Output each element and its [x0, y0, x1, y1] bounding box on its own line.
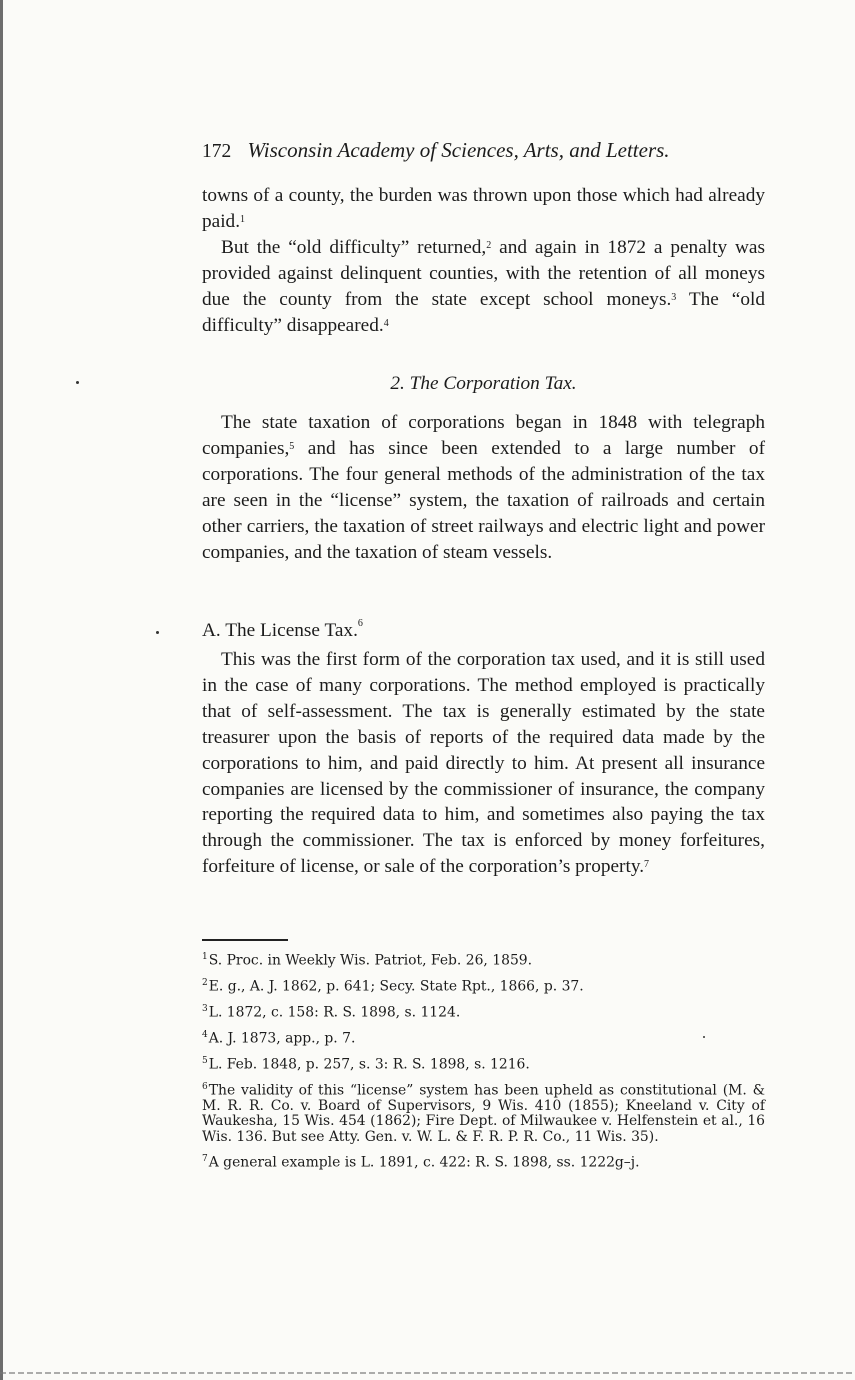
footnote-text: E. g., A. J. 1862, p. 641; Secy. State Rpt., 1866, p. 37. [208, 978, 584, 995]
footnote [202, 1002, 765, 1021]
footnote-text: The validity of this “license” system has been upheld as constitutional (M. & M. R. R. Co. v. Board of Supervisors, 9 Wis. 410 (1855); Kneeland v. City of Waukesha, 15 Wis. 454 (1862); Fire Dept. of Milwaukee v. Helfenstein et al., 16 Wis. 136. But see Atty. Gen. v. W. L. & F. R. P. R. Co., 11 Wis. 35). [202, 1082, 765, 1145]
footnote-marker: 6 [357, 618, 363, 629]
paragraph [202, 183, 765, 235]
text-run: The state taxation of corporations began in 1848 with telegraph companies, [202, 412, 765, 459]
running-header [202, 138, 762, 163]
page-number: 172 [202, 141, 232, 162]
footnote-marker: 7 [644, 859, 650, 871]
text-run: But the “old difficulty” returned, [221, 236, 487, 258]
section-heading: 2. The Corporation Tax. [390, 373, 577, 394]
footnote-number: 3 [202, 1003, 208, 1014]
footnote-rule [202, 939, 288, 941]
footnote [202, 1054, 765, 1073]
subsection-heading [202, 620, 363, 642]
text-run: towns of a county, the burden was thrown upon those which had already paid. [202, 185, 765, 232]
paragraph [202, 235, 765, 339]
footnote-text: S. Proc. in Weekly Wis. Patriot, Feb. 26, 1859. [208, 952, 533, 969]
paragraph [202, 647, 765, 880]
scan-edge-bottom [0, 1372, 855, 1374]
footnote [202, 1028, 765, 1047]
footnote [202, 1152, 765, 1171]
footnote-number: 1 [202, 952, 208, 962]
section-text [202, 410, 765, 565]
journal-title: Wisconsin Academy of Sciences, Arts, and Letters. [247, 138, 670, 162]
footnote-number: 7 [202, 1154, 208, 1165]
footnote-text: L. Feb. 1848, p. 257, s. 3: R. S. 1898, s. 1216. [208, 1056, 530, 1073]
paragraph [202, 410, 765, 565]
footnotes [202, 950, 765, 1178]
text-run: The “old difficulty” disappeared. [202, 288, 765, 336]
footnote-number: 2 [202, 977, 208, 988]
footnote-marker: 5 [289, 440, 295, 452]
footnote-number: 4 [202, 1029, 208, 1040]
scan-edge [0, 0, 3, 1380]
text-run: This was the first form of the corporation tax used, and it is still used in the case of many corporations. The method employed is practically that of self-assessment. The tax is generally estimated by the state treasurer upon the basis of reports of the required data made by the corporations to him, and paid directly to him. At present all insurance companies are licensed by the commissioner of insurance, the company reporting the required data to him, and sometimes also paying the tax through the commissioner. The tax is enforced by money forfeitures, forfeiture of license, or sale of the corporation’s property. [202, 649, 765, 878]
footnote-marker: 4 [383, 317, 389, 329]
footnote-marker: 2 [486, 239, 492, 251]
footnote-number: 5 [202, 1055, 208, 1066]
subsection-text [202, 647, 765, 880]
text-run: and has since been extended to a large number of corporations. The four general methods of the administration of the tax are seen in the “license” system, the taxation of railroads and certain other carriers, the taxation of street railways and electric light and power companies, and the taxation of steam vessels. [202, 437, 765, 563]
text-run: and again in 1872 a penalty was provided against delinquent counties, with the retention of all moneys due the county from the state except school moneys. [202, 236, 765, 310]
footnote-text: A general example is L. 1891, c. 422: R. S. 1898, ss. 1222g–j. [208, 1154, 640, 1171]
scan-speck [156, 631, 159, 634]
footnote-text: L. 1872, c. 158: R. S. 1898, s. 1124. [208, 1004, 461, 1021]
footnote [202, 950, 765, 969]
footnote [202, 976, 765, 995]
intro-text [202, 183, 765, 338]
footnote-marker: 3 [671, 291, 677, 303]
footnote-number: 6 [202, 1081, 208, 1092]
scan-speck [76, 381, 79, 384]
text-run: A. The License Tax. [202, 620, 358, 641]
footnote-text: A. J. 1873, app., p. 7. [208, 1030, 356, 1047]
footnote [202, 1080, 765, 1146]
footnote-marker: 1 [240, 213, 246, 225]
